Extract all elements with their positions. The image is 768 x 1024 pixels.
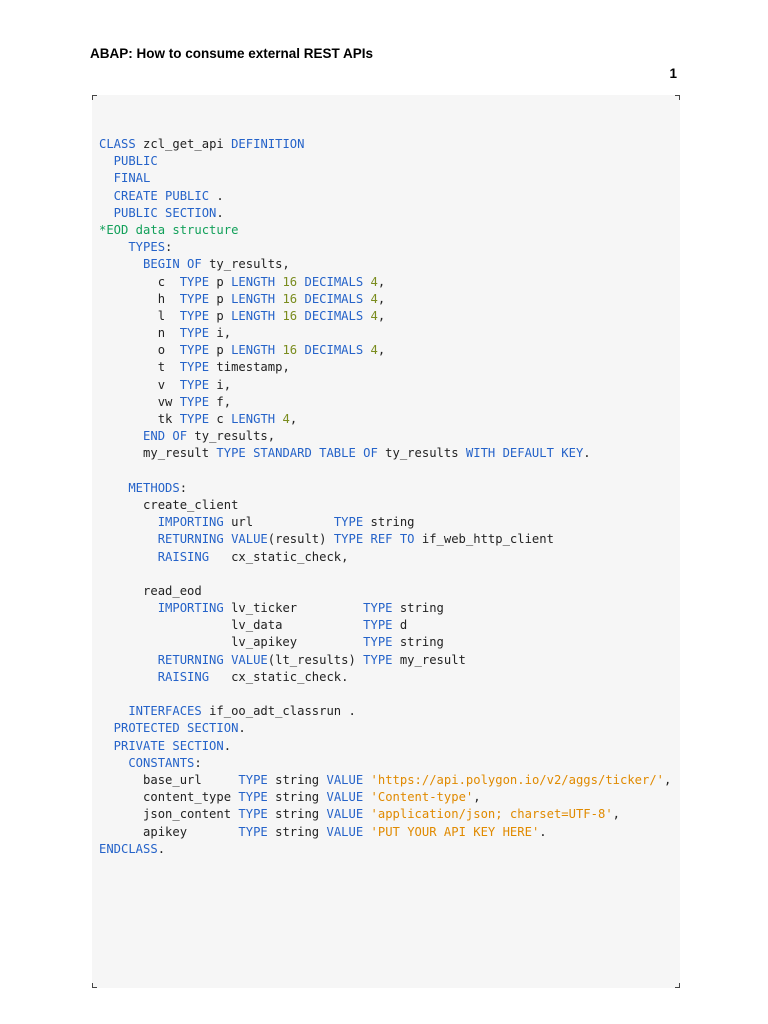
code-token: : (194, 755, 202, 770)
code-line (99, 514, 671, 531)
code-token: LENGTH (231, 412, 283, 426)
code-token: 16 (282, 291, 305, 306)
code-token: . (216, 188, 224, 203)
code-line (99, 342, 671, 359)
code-token: url (231, 515, 334, 530)
code-token: TYPE (333, 515, 371, 530)
code-token: TYPE (238, 824, 276, 839)
code-token: p (216, 308, 232, 323)
code-token: content_type (99, 790, 239, 805)
code-token: TYPE (363, 618, 400, 633)
code-line (99, 720, 671, 737)
code-line (99, 291, 671, 308)
code-line (99, 549, 671, 566)
code-token: if_oo_adt_classrun . (209, 704, 356, 719)
code-token: if_web_http_client (421, 532, 554, 547)
code-token: string (399, 635, 444, 650)
code-token: ty_results (385, 446, 466, 461)
code-line (99, 772, 671, 789)
code-token: TYPE (238, 807, 276, 822)
code-token: LENGTH (231, 308, 283, 323)
code-token: my_result (399, 652, 466, 667)
code-token: timestamp, (216, 360, 290, 375)
code-token: string (275, 790, 327, 805)
code-token: PRIVATE SECTION (99, 738, 224, 753)
code-token: my_result (99, 446, 217, 461)
code-token: string (399, 601, 444, 616)
code-token: LENGTH (231, 343, 283, 358)
code-token: (result) (267, 532, 334, 547)
code-token: base_url (99, 772, 239, 787)
code-token: 'application/json; charset=UTF-8' (370, 807, 613, 822)
code-token: , (377, 291, 386, 306)
code-token: string (275, 772, 327, 787)
code-token: 16 (282, 308, 305, 323)
code-token: VALUE (326, 824, 371, 839)
code-token: DECIMALS (304, 308, 371, 323)
code-token: *EOD data structure (99, 222, 239, 237)
code-line (99, 480, 671, 497)
code-token: METHODS (99, 480, 180, 495)
code-token: , (612, 807, 620, 822)
code-token: LENGTH (231, 291, 283, 306)
code-token: TYPES (99, 240, 166, 255)
code-token: , (289, 412, 298, 426)
code-token: BEGIN OF (99, 257, 210, 272)
code-token: 4 (370, 291, 378, 306)
code-token: . (223, 738, 232, 753)
corner-mark (92, 983, 97, 988)
code-token: json_content (99, 807, 239, 822)
code-token: RETURNING VALUE (99, 532, 268, 547)
code-token: o (99, 343, 180, 358)
code-token: PUBLIC (99, 154, 158, 169)
code-token: vw (99, 394, 180, 409)
code-line (99, 188, 671, 205)
code-token: TYPE (363, 652, 400, 667)
code-token: 'PUT YOUR API KEY HERE' (370, 824, 540, 839)
code-token: VALUE (326, 772, 371, 787)
code-token: TYPE (179, 412, 217, 426)
code-token: t (99, 360, 180, 375)
code-line (99, 428, 671, 445)
code-line (99, 205, 671, 222)
code-token: cx_static_check. (231, 669, 349, 684)
code-token: DECIMALS (304, 343, 371, 358)
code-token: , (473, 790, 481, 805)
page-number: 1 (669, 66, 677, 81)
code-token: ty_results, (194, 429, 276, 444)
code-token: (lt_results) (267, 652, 364, 667)
code-token: zcl_get_api (143, 137, 232, 151)
code-line (99, 411, 671, 428)
code-token: FINAL (99, 171, 151, 186)
code-line (99, 566, 671, 583)
code-token: PROTECTED SECTION (99, 721, 239, 736)
code-token: RAISING (99, 549, 232, 564)
code-line (99, 789, 671, 806)
code-line (99, 824, 671, 841)
code-line (99, 274, 671, 291)
code-token: TYPE (179, 308, 217, 323)
code-token: lv_data (99, 618, 364, 633)
code-token: f, (216, 394, 232, 409)
code-token: RAISING (99, 669, 232, 684)
code-token: TYPE (179, 274, 217, 289)
code-token: 4 (370, 343, 378, 358)
code-token: TYPE (363, 635, 400, 650)
code-token: create_client (99, 497, 239, 512)
code-token: : (165, 240, 173, 255)
code-token: 16 (282, 274, 305, 289)
document-title: ABAP: How to consume external REST APIs (90, 46, 374, 61)
code-token: apikey (99, 824, 239, 839)
code-line (99, 377, 671, 394)
code-token: , (377, 343, 386, 358)
code-line (99, 738, 671, 755)
code-token: v (99, 377, 180, 392)
code-token: VALUE (326, 807, 371, 822)
code-token: lv_apikey (99, 635, 364, 650)
code-token: , (377, 308, 386, 323)
code-token: tk (99, 412, 180, 426)
code-token: ty_results, (209, 257, 290, 272)
code-token: ENDCLASS (99, 841, 158, 856)
code-token: i, (216, 326, 232, 341)
code-token: CLASS (99, 137, 144, 151)
code-line (99, 325, 671, 342)
code-token: CONSTANTS (99, 755, 195, 770)
code-token: TYPE (363, 601, 400, 616)
code-token: d (399, 618, 408, 633)
code-token: END OF (99, 429, 195, 444)
code-token: 4 (370, 308, 378, 323)
code-token: IMPORTING (99, 515, 232, 530)
code-token: PUBLIC SECTION (99, 205, 217, 220)
code-line (99, 583, 671, 600)
code-line (99, 445, 671, 462)
code-token: DECIMALS (304, 274, 371, 289)
code-token: DEFINITION (231, 137, 305, 151)
code-line (99, 686, 671, 703)
code-token: TYPE (179, 291, 217, 306)
code-line (99, 394, 671, 411)
code-listing (99, 136, 671, 858)
code-token: TYPE (238, 790, 276, 805)
corner-mark (675, 95, 680, 100)
code-token: 4 (282, 412, 290, 426)
code-line (99, 806, 671, 823)
code-token: RETURNING VALUE (99, 652, 268, 667)
code-line (99, 617, 671, 634)
code-token: c (216, 412, 232, 426)
code-token: IMPORTING (99, 601, 232, 616)
code-token: TYPE (179, 360, 217, 375)
code-token: : (179, 480, 188, 495)
code-line (99, 600, 671, 617)
code-token: 'https://api.polygon.io/v2/aggs/ticker/' (370, 772, 665, 787)
code-token: n (99, 326, 180, 341)
code-line (99, 153, 671, 170)
code-token: string (370, 515, 415, 530)
code-line (99, 669, 671, 686)
code-token: TYPE (179, 377, 217, 392)
code-token: TYPE (179, 394, 217, 409)
code-line (99, 222, 671, 239)
code-token: , (377, 274, 386, 289)
code-token: . (157, 841, 166, 856)
code-line (99, 256, 671, 273)
code-token: cx_static_check, (231, 549, 349, 564)
code-token: LENGTH (231, 274, 283, 289)
code-token: , (664, 772, 672, 787)
code-token: INTERFACES (99, 704, 210, 719)
corner-mark (675, 983, 680, 988)
code-token: TYPE REF TO (333, 532, 422, 547)
code-token: l (99, 308, 180, 323)
code-token: string (275, 824, 327, 839)
code-line (99, 703, 671, 720)
code-token: CREATE PUBLIC (99, 188, 217, 203)
code-token: . (216, 205, 224, 220)
code-token: DECIMALS (304, 291, 371, 306)
code-line (99, 239, 671, 256)
code-token: . (238, 721, 246, 736)
code-line (99, 463, 671, 480)
code-line (99, 634, 671, 651)
code-token: p (216, 343, 232, 358)
code-token: TYPE (179, 326, 217, 341)
code-token: 4 (370, 274, 378, 289)
code-token: TYPE STANDARD TABLE OF (216, 446, 386, 461)
code-token: 16 (282, 343, 305, 358)
corner-mark (92, 95, 97, 100)
code-token: lv_ticker (231, 601, 364, 616)
code-token: string (275, 807, 327, 822)
code-line (99, 531, 671, 548)
code-token: TYPE (179, 343, 217, 358)
code-token: read_eod (99, 583, 202, 598)
code-token: TYPE (238, 772, 276, 787)
code-line (99, 359, 671, 376)
code-line (99, 755, 671, 772)
code-token: i, (216, 377, 232, 392)
code-token: p (216, 274, 232, 289)
code-token: 'Content-type' (370, 790, 474, 805)
code-line (99, 841, 671, 858)
code-token: p (216, 291, 232, 306)
code-token: . (583, 446, 591, 461)
code-token: c (99, 274, 180, 289)
code-line (99, 652, 671, 669)
code-line (99, 497, 671, 514)
code-token: . (539, 824, 547, 839)
code-token: VALUE (326, 790, 371, 805)
code-line (99, 170, 671, 187)
code-token: h (99, 291, 180, 306)
code-line (99, 136, 671, 153)
code-token: WITH DEFAULT KEY (465, 446, 584, 461)
code-line (99, 308, 671, 325)
